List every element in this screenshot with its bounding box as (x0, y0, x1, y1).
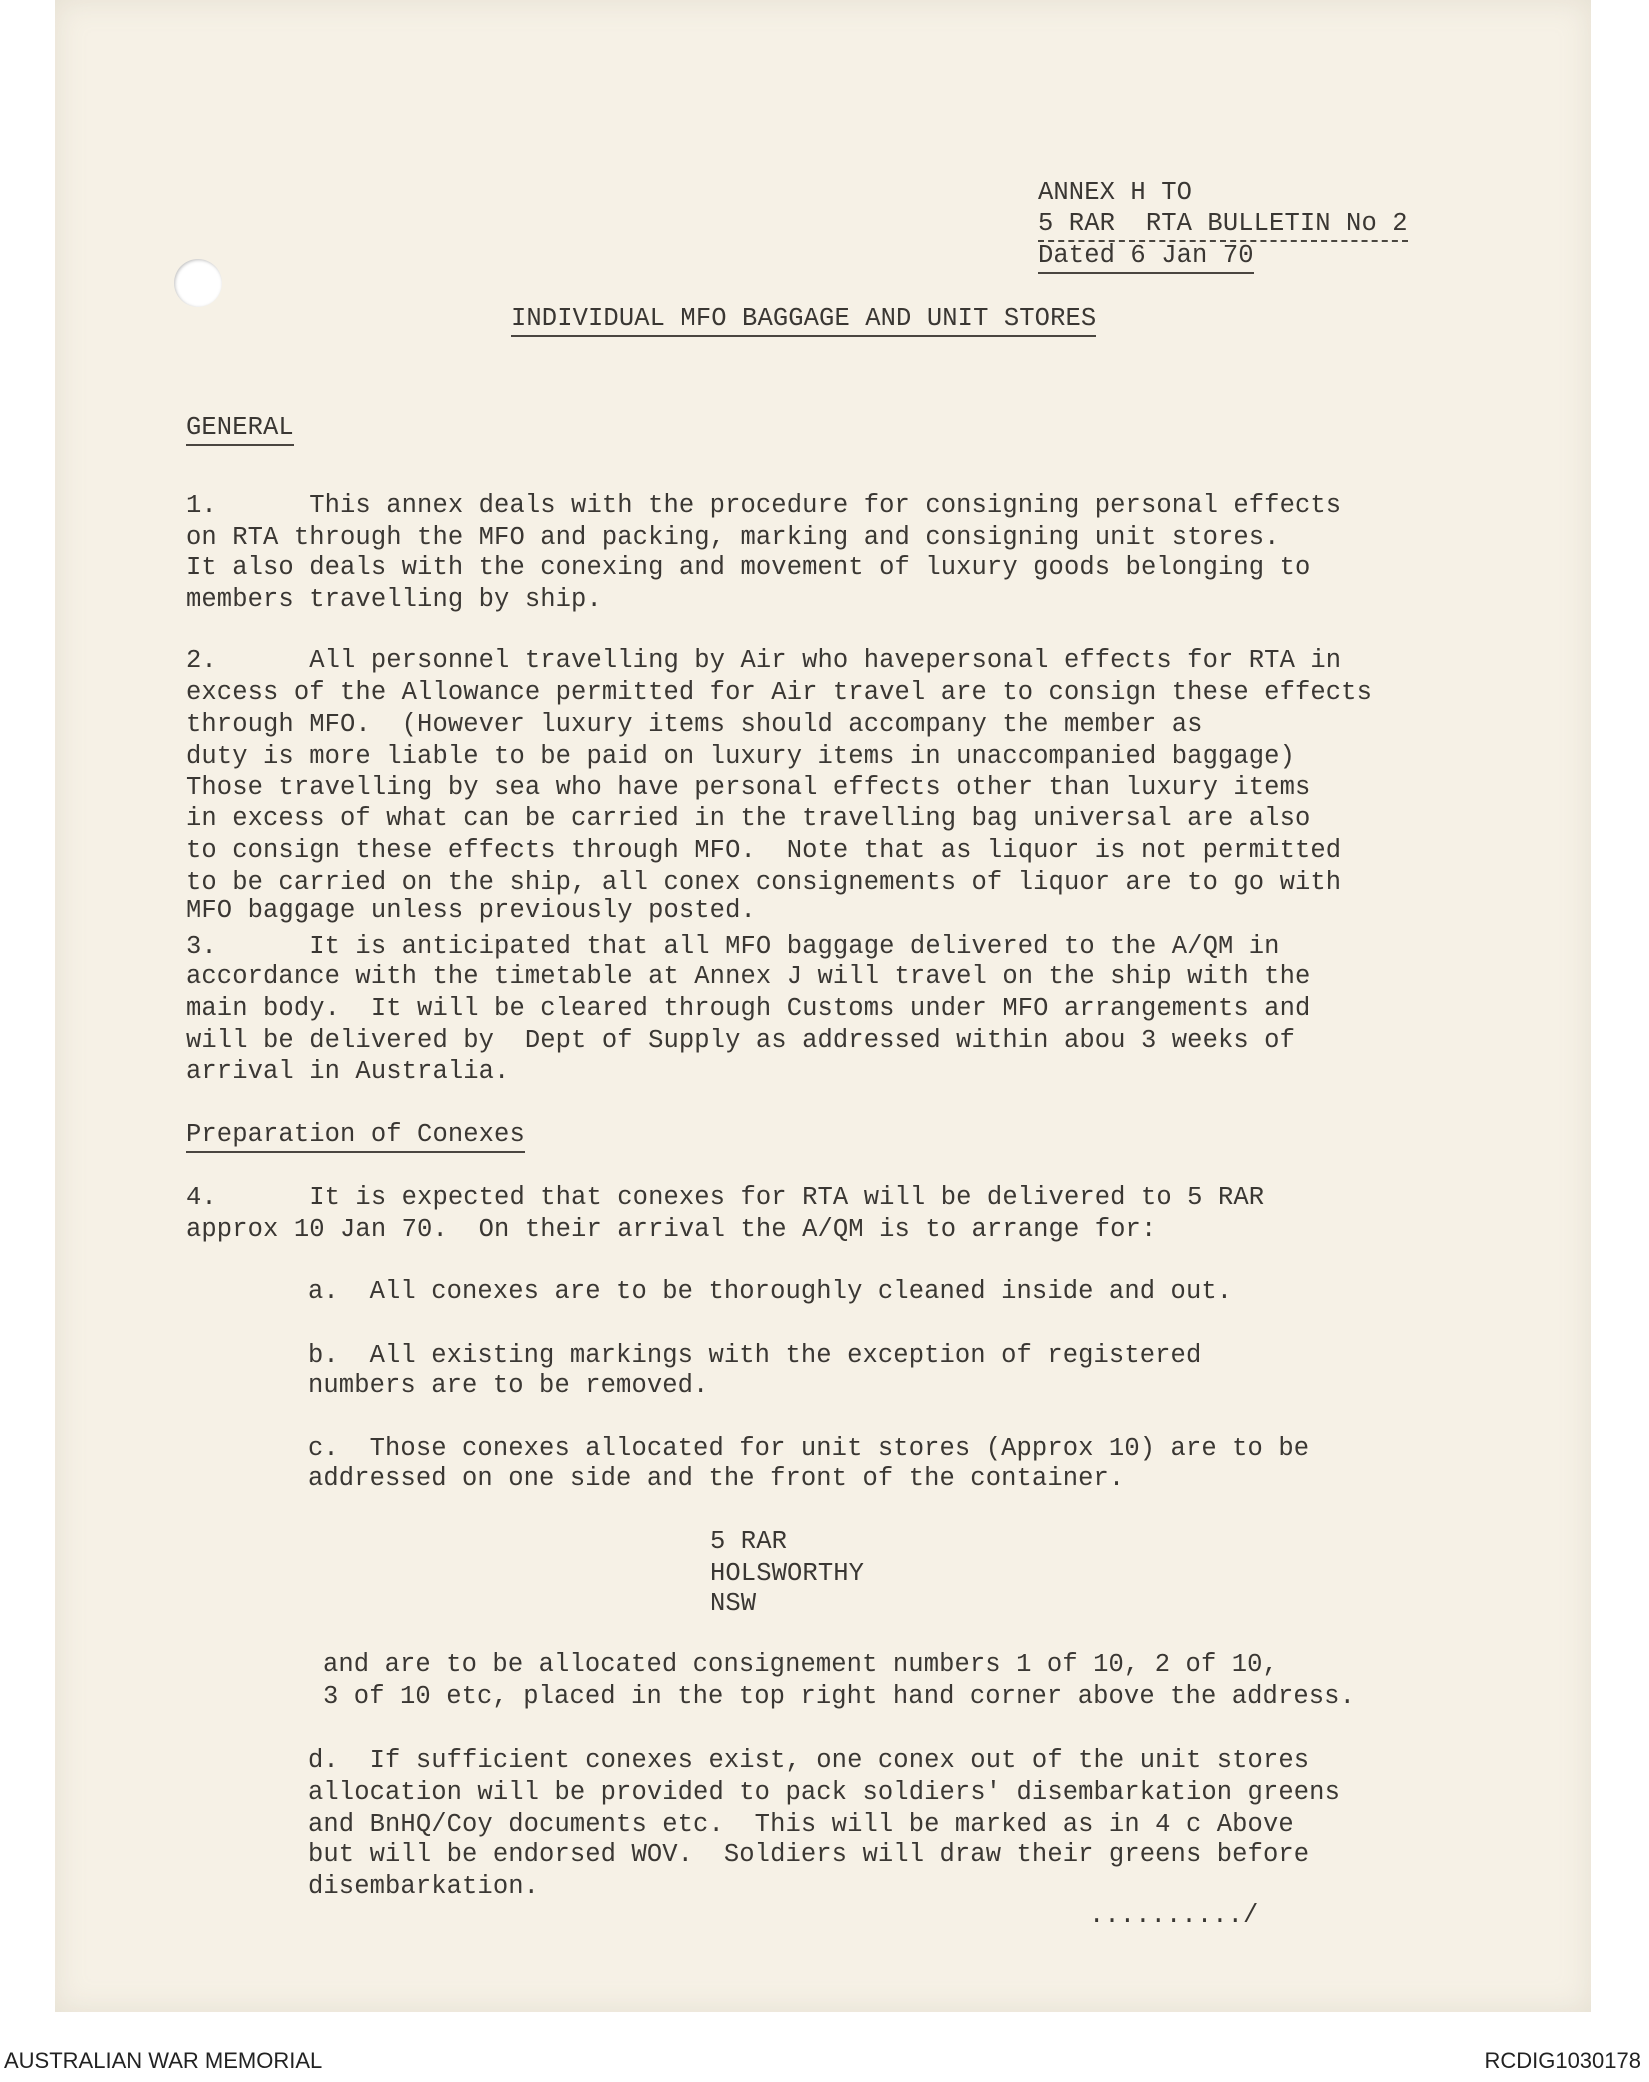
document-title: INDIVIDUAL MFO BAGGAGE AND UNIT STORES (511, 303, 1096, 337)
section-heading-preparation: Preparation of Conexes (186, 1119, 525, 1153)
para2-line: in excess of what can be carried in the travelling bag universal are also (186, 804, 1311, 833)
para2-line: MFO baggage unless previously posted. (186, 896, 756, 925)
address-line: 5 RAR (710, 1527, 788, 1556)
item-c_cont-line: 3 of 10 etc, placed in the top right hand corner above the address. (323, 1682, 1355, 1711)
para2-line: Those travelling by sea who have personal effects other than luxury items (186, 773, 1311, 802)
item-a-line: a. All conexes are to be thoroughly cleaned inside and out. (308, 1277, 1233, 1306)
para2-line: 2. All personnel travelling by Air who havepersonal effects for RTA in (186, 646, 1342, 675)
continuation-mark: ........../ (1089, 1901, 1259, 1930)
item-b-line: b. All existing markings with the exception of registered (308, 1341, 1202, 1370)
para2-line: to consign these effects through MFO. Note that as liquor is not permitted (186, 836, 1342, 865)
para3-line: main body. It will be cleared through Customs under MFO arrangements and (186, 994, 1311, 1023)
item-d-line: disembarkation. (308, 1872, 540, 1901)
item-d-line: and BnHQ/Coy documents etc. This will be marked as in 4 c Above (308, 1810, 1294, 1839)
item-c_cont-line: and are to be allocated consignement numbers 1 of 10, 2 of 10, (323, 1650, 1278, 1679)
item-d-line: allocation will be provided to pack soldiers' disembarkation greens (308, 1778, 1340, 1807)
item-d-line: but will be endorsed WOV. Soldiers will draw their greens before (308, 1840, 1310, 1869)
para2-line: duty is more liable to be paid on luxury items in unaccompanied baggage) (186, 742, 1295, 771)
para1-line: on RTA through the MFO and packing, marking and consigning unit stores. (186, 523, 1280, 552)
address-line: HOLSWORTHY (710, 1559, 865, 1588)
footer-archive-name: AUSTRALIAN WAR MEMORIAL (4, 2048, 323, 2073)
para2-line: to be carried on the ship, all conex consignements of liquor are to go with (186, 868, 1342, 897)
para4-line: approx 10 Jan 70. On their arrival the A/QM is to arrange for: (186, 1215, 1157, 1244)
para3-line: accordance with the timetable at Annex J will travel on the ship with the (186, 962, 1311, 991)
punch-hole (174, 259, 222, 307)
annex-header-line: Dated 6 Jan 70 (1038, 240, 1254, 274)
item-c-line: addressed on one side and the front of the container. (308, 1464, 1125, 1493)
para1-line: It also deals with the conexing and movement of luxury goods belonging to (186, 553, 1311, 582)
annex-header-line: 5 RAR RTA BULLETIN No 2 (1038, 208, 1408, 242)
section-heading-general: GENERAL (186, 412, 294, 446)
annex-header-line: ANNEX H TO (1038, 178, 1193, 207)
para3-line: 3. It is anticipated that all MFO baggage delivered to the A/QM in (186, 932, 1280, 961)
address-line: NSW (710, 1589, 757, 1618)
para1-line: 1. This annex deals with the procedure for consigning personal effects (186, 491, 1342, 520)
item-c-line: c. Those conexes allocated for unit stores (Approx 10) are to be (308, 1434, 1310, 1463)
footer-document-id: RCDIG1030178 (1484, 2048, 1641, 2073)
para4-line: 4. It is expected that conexes for RTA will be delivered to 5 RAR (186, 1183, 1265, 1212)
item-d-line: d. If sufficient conexes exist, one conex out of the unit stores (308, 1746, 1310, 1775)
para1-line: members travelling by ship. (186, 585, 602, 614)
para2-line: through MFO. (However luxury items should accompany the member as (186, 710, 1203, 739)
para2-line: excess of the Allowance permitted for Air travel are to consign these effects (186, 678, 1372, 707)
item-b-line: numbers are to be removed. (308, 1371, 709, 1400)
para3-line: will be delivered by Dept of Supply as addressed within abou 3 weeks of (186, 1026, 1295, 1055)
para3-line: arrival in Australia. (186, 1057, 510, 1086)
